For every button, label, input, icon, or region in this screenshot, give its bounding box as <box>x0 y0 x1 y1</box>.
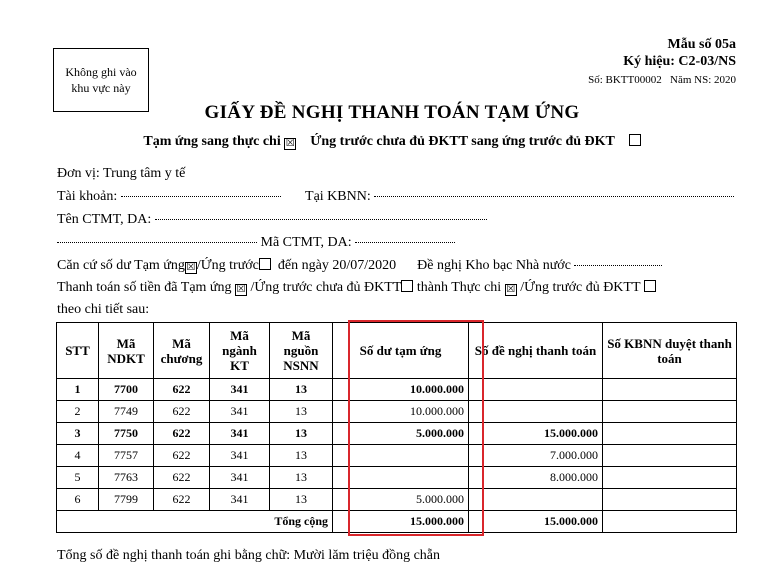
cell-chuong: 622 <box>154 467 210 489</box>
cell-nganh: 341 <box>210 401 270 423</box>
cell-nguon: 13 <box>270 379 333 401</box>
unit-value: Trung tâm y tế <box>103 166 186 181</box>
cell-advance-balance: 10.000.000 <box>333 401 469 423</box>
program-code-line <box>57 235 455 251</box>
cell-approved-amount <box>603 423 737 445</box>
cell-advance-balance: 5.000.000 <box>333 423 469 445</box>
form-symbol: Ký hiệu: C2-03/NS <box>623 54 736 69</box>
cell-requested-amount: 15.000.000 <box>469 423 603 445</box>
basis-advance-checkbox[interactable]: ☒ <box>186 262 196 273</box>
program-code-label: Mã CTMT, DA: <box>260 235 352 250</box>
cell-stt: 2 <box>57 401 99 423</box>
cell-nguon: 13 <box>270 445 333 467</box>
cell-requested-amount: 7.000.000 <box>469 445 603 467</box>
option-advance-to-expense-checkbox[interactable]: ☒ <box>285 138 295 149</box>
form-code-block <box>623 36 736 70</box>
program-name-cont-dotted-field <box>57 241 257 243</box>
cell-approved-amount <box>603 445 737 467</box>
form-number: Số: BKTT00002 <box>588 74 662 86</box>
payment-prepay-complete-label: /Ứng trước đủ ĐKTT <box>520 280 641 295</box>
cell-approved-amount <box>603 401 737 423</box>
basis-advance-label: Căn cứ số dư Tạm ứng <box>57 258 185 273</box>
table-row <box>57 379 737 401</box>
program-dotted-field <box>155 218 487 220</box>
table-row <box>57 489 737 511</box>
program-code-dotted-field <box>355 241 455 243</box>
cell-stt: 5 <box>57 467 99 489</box>
unit-line <box>57 166 185 182</box>
table-row <box>57 401 737 423</box>
reserved-area-line2: khu vực này <box>71 81 131 95</box>
document-title: GIẤY ĐỀ NGHỊ THANH TOÁN TẠM ỨNG <box>204 102 580 123</box>
basis-prepay-label: /Ứng trước <box>196 258 259 273</box>
payment-expense-checkbox[interactable]: ☒ <box>506 284 516 295</box>
reserved-area-line1: Không ghi vào <box>65 65 137 79</box>
cell-approved-amount <box>603 467 737 489</box>
conversion-type-line <box>0 134 784 150</box>
option-prepay-conversion-label: Ứng trước chưa đủ ĐKTT sang ứng trước đủ ĐKT <box>310 134 615 149</box>
cell-chuong: 622 <box>154 401 210 423</box>
payment-line <box>57 280 656 296</box>
cell-advance-balance <box>333 467 469 489</box>
details-label: theo chi tiết sau: <box>57 302 150 317</box>
program-label: Tên CTMT, DA: <box>57 212 152 227</box>
cell-ndkt: 7799 <box>99 489 154 511</box>
option-advance-to-expense-label: Tạm ứng sang thực chi <box>143 134 281 149</box>
payment-advance-checkbox[interactable]: ☒ <box>236 284 246 295</box>
payment-prepay-incomplete-checkbox[interactable] <box>401 280 413 292</box>
cell-advance-balance: 5.000.000 <box>333 489 469 511</box>
kbnn-label: Tại KBNN: <box>305 189 371 204</box>
cell-nganh: 341 <box>210 379 270 401</box>
header-chuong: Mã chương <box>154 323 210 379</box>
header-stt: STT <box>57 323 99 379</box>
form-code: Mẫu số 05a <box>667 37 736 52</box>
account-dotted-field <box>121 195 281 197</box>
header-advance-balance: Số dư tạm ứng <box>333 323 469 379</box>
header-nganh: Mã ngành KT <box>210 323 270 379</box>
account-label: Tài khoản: <box>57 189 118 204</box>
cell-stt: 1 <box>57 379 99 401</box>
form-number-year <box>588 74 736 86</box>
cell-advance-balance: 10.000.000 <box>333 379 469 401</box>
program-name-line <box>57 212 487 228</box>
payment-advance-label: Thanh toán số tiền đã Tạm ứng <box>57 280 232 295</box>
cell-nganh: 341 <box>210 445 270 467</box>
payment-prepay-incomplete-label: /Ứng trước chưa đủ ĐKTT <box>250 280 402 295</box>
table-total-row <box>57 511 737 533</box>
account-line <box>57 189 734 205</box>
cell-stt: 4 <box>57 445 99 467</box>
header-nguon: Mã nguồn NSNN <box>270 323 333 379</box>
request-dotted-field <box>574 264 662 266</box>
cell-nganh: 341 <box>210 467 270 489</box>
cell-ndkt: 7757 <box>99 445 154 467</box>
form-year: Năm NS: 2020 <box>670 74 736 86</box>
cell-approved-amount <box>603 489 737 511</box>
cell-nguon: 13 <box>270 467 333 489</box>
cell-chuong: 622 <box>154 445 210 467</box>
total-label: Tổng cộng <box>57 511 333 533</box>
cell-requested-amount <box>469 401 603 423</box>
cell-nganh: 341 <box>210 489 270 511</box>
cell-stt: 6 <box>57 489 99 511</box>
kbnn-dotted-field <box>374 195 734 197</box>
total-requested-amount: 15.000.000 <box>469 511 603 533</box>
amount-in-words: Tổng số đề nghị thanh toán ghi bằng chữ: Mười lăm triệu đồng chẵn <box>57 548 441 563</box>
cell-chuong: 622 <box>154 489 210 511</box>
cell-requested-amount <box>469 489 603 511</box>
basis-date: đến ngày 20/07/2020 <box>277 258 397 273</box>
cell-nganh: 341 <box>210 423 270 445</box>
basis-line <box>57 258 662 274</box>
header-requested-amount: Số đề nghị thanh toán <box>469 323 603 379</box>
request-treasury-label: Đề nghị Kho bạc Nhà nước <box>417 258 571 273</box>
cell-ndkt: 7750 <box>99 423 154 445</box>
cell-nguon: 13 <box>270 423 333 445</box>
cell-ndkt: 7700 <box>99 379 154 401</box>
unit-label: Đơn vị: <box>57 166 100 181</box>
cell-requested-amount <box>469 379 603 401</box>
table-row <box>57 467 737 489</box>
payment-prepay-complete-checkbox[interactable] <box>644 280 656 292</box>
cell-ndkt: 7749 <box>99 401 154 423</box>
cell-chuong: 622 <box>154 423 210 445</box>
payment-expense-label: thành Thực chi <box>416 280 502 295</box>
cell-advance-balance <box>333 445 469 467</box>
cell-chuong: 622 <box>154 379 210 401</box>
total-approved-amount <box>603 511 737 533</box>
cell-ndkt: 7763 <box>99 467 154 489</box>
table-row <box>57 445 737 467</box>
table-header-row <box>57 323 737 379</box>
cell-stt: 3 <box>57 423 99 445</box>
payment-details-table <box>56 322 737 533</box>
option-prepay-conversion-checkbox[interactable] <box>629 134 641 146</box>
cell-requested-amount: 8.000.000 <box>469 467 603 489</box>
header-ndkt: Mã NDKT <box>99 323 154 379</box>
header-approved-amount: Số KBNN duyệt thanh toán <box>603 323 737 379</box>
cell-nguon: 13 <box>270 401 333 423</box>
cell-nguon: 13 <box>270 489 333 511</box>
table-row <box>57 423 737 445</box>
total-advance-balance: 15.000.000 <box>333 511 469 533</box>
basis-prepay-checkbox[interactable] <box>259 258 271 270</box>
cell-approved-amount <box>603 379 737 401</box>
